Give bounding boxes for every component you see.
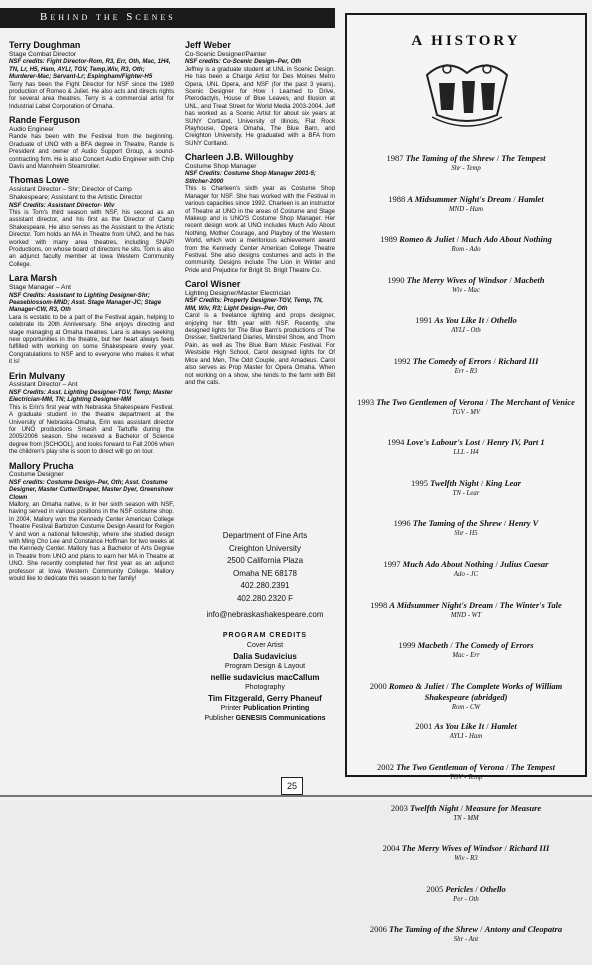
history-year: 2004 xyxy=(382,843,400,854)
bio-text: Rande has been with the Festival from the beginning. Graduate of UNO with a BFA degree in Theatre, Rande is President and owner of Audio Support Group, a sound-contracting firm. He is also Concert Audio Engineer with Chip Davis and Mannheim Steamroller. xyxy=(9,133,174,171)
history-play-2: Hamlet xyxy=(517,193,544,204)
bio-name: Carol Wisner xyxy=(185,279,241,290)
history-play-2: Much Ado About Nothing xyxy=(461,234,552,245)
bio-entry xyxy=(9,115,174,170)
history-separator: / xyxy=(493,599,500,610)
section-header xyxy=(0,8,335,28)
history-year: 2002 xyxy=(377,761,395,772)
contact-address: 2500 California Plaza xyxy=(226,556,304,565)
history-play-1: Much Ado About Nothing xyxy=(402,558,494,569)
history-play-2: Antony and Cleopatra xyxy=(484,924,563,935)
bio-credits: NSF credits: Costume Design–Per, Oth; Asst. Costume Designer, Master Cutter/Draper, Master Dyer, Greenshow Clown xyxy=(9,478,173,501)
history-line xyxy=(347,803,585,814)
history-abbreviation: Shr - H5 xyxy=(454,530,478,538)
history-panel xyxy=(345,13,587,944)
history-abbreviation: TGV - Temp xyxy=(449,773,483,781)
history-item xyxy=(347,234,585,275)
history-line xyxy=(347,843,585,854)
bio-credits: NSF Credits: Asst. Lighting Designer-TGV, Temp; Master Electrician-MM, TN; Lighting Designer-MM xyxy=(9,388,173,404)
bio-role: Stage Manager – Ant xyxy=(9,283,71,291)
history-play-2: King Lear xyxy=(485,477,521,488)
bio-role: Assistant Director – Ant xyxy=(9,381,78,389)
history-play-1: A Midsummer Night's Dream xyxy=(389,599,494,610)
history-item xyxy=(347,518,585,559)
history-play-2: The Winter's Tale xyxy=(499,599,562,610)
history-item xyxy=(347,721,585,762)
history-play-1: The Taming of the Shrew xyxy=(412,518,502,529)
history-play-1: Twelfth Night xyxy=(430,477,479,488)
history-line xyxy=(347,356,585,367)
history-play-1: Twelfth Night xyxy=(409,802,459,813)
history-item xyxy=(347,681,585,722)
bio-entry xyxy=(9,461,174,583)
bio-name: Charleen J.B. Willoughby xyxy=(185,152,294,163)
publisher-name: GENESIS Communications xyxy=(235,714,326,722)
history-abbreviation: Per - Oth xyxy=(453,895,479,903)
history-year: 1993 xyxy=(357,396,375,407)
history-separator: / xyxy=(491,355,498,366)
history-line xyxy=(347,234,585,245)
history-year: 2006 xyxy=(369,924,387,935)
history-play-2: The Comedy of Errors xyxy=(454,640,534,651)
history-separator: / xyxy=(473,883,480,894)
history-play-2: Macbeth xyxy=(513,274,545,285)
history-play-1: Romeo & Juliet xyxy=(388,680,445,691)
history-line xyxy=(347,315,585,326)
history-year: 1996 xyxy=(393,518,411,529)
history-separator: / xyxy=(504,761,511,772)
history-year: 1989 xyxy=(380,234,398,245)
history-abbreviation: Ado - JC xyxy=(453,570,479,578)
history-item xyxy=(347,153,585,194)
history-play-1: Macbeth xyxy=(417,640,449,651)
history-item xyxy=(347,924,585,965)
history-separator: / xyxy=(494,153,502,163)
history-year: 2005 xyxy=(426,883,444,894)
history-year: 1987 xyxy=(386,153,404,163)
history-separator: / xyxy=(493,558,501,569)
history-year: 2003 xyxy=(390,802,408,813)
bio-name: Erin Mulvany xyxy=(9,370,66,381)
history-play-2: Henry IV, Part 1 xyxy=(486,437,545,448)
page-number: 25 xyxy=(281,777,303,795)
history-title: A HISTORY xyxy=(411,33,521,49)
history-play-1: A Midsummer Night's Dream xyxy=(407,193,512,204)
history-separator: / xyxy=(483,396,491,407)
history-play-1: The Merry Wives of Windsor xyxy=(401,843,503,854)
bio-credits: NSF credits: Co-Scenic Design–Per, Oth xyxy=(185,58,302,66)
bio-entry xyxy=(185,279,335,386)
history-item xyxy=(347,478,585,519)
bio-name: Mallory Prucha xyxy=(9,460,74,471)
history-play-2: The Tempest xyxy=(501,153,546,163)
bio-credits: NSF credits: Fight Director-Rom, R3, Err, Oth, Mac, 1H4, TN, Lr, H5, Ham, AYLI, TGV, Temp,Wiv, R3, Oth; Murderer-Mac; Servant-Lr; Espingham/Fighter-H5 xyxy=(9,58,171,81)
bio-entry xyxy=(185,40,335,147)
bio-name: Thomas Lowe xyxy=(9,175,70,186)
history-separator: / xyxy=(448,640,455,651)
history-play-2: Julius Caesar xyxy=(500,558,549,569)
history-line xyxy=(347,681,585,703)
history-year: 2000 xyxy=(369,680,387,691)
bio-text: This is Tom's third season with NSF, his second as an assistant director, and his first as the Director of Camp Shakespeare. He also serves as the Assistant to the Artistic Director. Tom holds an MA in Theatre from UNO, and he has worked with many area theatres, including SNAP! Productions, on whose board of directors he sits. Tom is also an adjunct faculty member at Iowa Western Community College. xyxy=(9,208,174,268)
bio-role: Costume Shop Manager xyxy=(185,162,257,170)
history-abbreviation: MND - Ham xyxy=(449,205,483,213)
history-separator: / xyxy=(480,437,487,448)
history-separator: / xyxy=(511,193,518,204)
program-credits xyxy=(195,630,335,724)
history-item xyxy=(347,600,585,641)
history-abbreviation: Rom - Ado xyxy=(451,246,481,254)
history-play-1: Pericles xyxy=(445,883,474,894)
printer-name: Publication Printing xyxy=(243,704,310,712)
contact-city: Omaha NE 68178 xyxy=(232,568,298,578)
history-play-1: The Merry Wives of Windsor xyxy=(406,274,508,285)
history-play-2: The Complete Works of William Shakespeare (abridged) xyxy=(424,680,563,702)
history-abbreviation: AYLI - Oth xyxy=(451,327,481,335)
history-line xyxy=(347,194,585,205)
photography-role: Photography xyxy=(245,683,285,691)
contact-fax: 402.280.2320 F xyxy=(236,593,294,603)
history-play-2: Othello xyxy=(479,883,506,894)
history-play-1: Love's Labour's Lost xyxy=(406,437,481,448)
program-credits-heading: PROGRAM CREDITS xyxy=(222,631,308,639)
history-abbreviation: Wiv - Mac xyxy=(452,286,480,294)
bio-role: Assistant Director – Shr; Director of Camp Shakespeare; Assistant to the Artistic Director xyxy=(9,185,143,201)
bio-credits: NSF Credits: Property Designer-TGV, Temp, TN, MM, Wiv, R3; Light Design–Per, Oth xyxy=(185,297,324,312)
history-year: 2001 xyxy=(415,721,433,732)
history-item xyxy=(347,559,585,600)
history-separator: / xyxy=(477,924,485,935)
history-abbreviation: Wiv - R3 xyxy=(454,855,478,863)
history-item xyxy=(347,356,585,397)
history-abbreviation: Shr - Temp xyxy=(451,165,481,172)
history-line xyxy=(347,559,585,570)
history-year: 1995 xyxy=(411,477,428,488)
bio-text: Terry has been the Fight Director for NSF since the 1989 production of Romeo & Juliet. He also acts and directs rights for several area theatres. Terry is a commercial artist for Industrial Label Corporation of Omaha. xyxy=(9,80,174,110)
history-year: 1990 xyxy=(387,274,405,285)
publisher-line xyxy=(195,714,335,724)
history-abbreviation: TN - MM xyxy=(453,814,479,822)
contact-university: Creighton University xyxy=(228,543,302,553)
bio-credits: NSF Credits: Assistant Director- Wiv xyxy=(9,201,115,209)
history-separator: / xyxy=(444,680,451,691)
history-item xyxy=(347,640,585,681)
history-line xyxy=(347,478,585,489)
history-separator: / xyxy=(501,518,509,529)
history-item xyxy=(347,843,585,884)
history-line xyxy=(347,640,585,651)
bio-text: Carol is a freelance lighting and props designer, enjoying her fifth year with NSF. Recently, she designed lights for The Blue Barn's productions of The Dresser, Switzerland Diaries, Minstrel Show, and Thom Pain, as well as The Blue Barn Music Festival. For Westside High School, Carol designed lights for Of Mice and Men, The Odd Couple, and Amadeus. Carol also serves as Prop Master for Opera Omaha. When not working on a show, she tends to the farm with Bill and the cats. xyxy=(185,312,335,386)
bio-role: Lighting Designer/Master Electrician xyxy=(185,289,291,297)
history-separator: / xyxy=(484,315,491,326)
history-play-1: The Taming of the Shrew xyxy=(405,153,495,163)
history-separator: / xyxy=(454,234,462,245)
history-line xyxy=(347,721,585,732)
history-abbreviation: MND - WT xyxy=(450,611,482,619)
bio-text: This is Erin's first year with Nebraska Shakespeare Festival. A graduate student in the theatre department at the University of Nebraska-Omaha, Erin was assistant director for UNO productions Smash and Tartuffe during the 2005/2006 season. She received a Bachelor of Science degree from [SCHOOL], and looks forward to Fall 2006 when the children's play she is soon to direct will go on tour. xyxy=(9,403,174,456)
history-item xyxy=(347,275,585,316)
history-line xyxy=(347,397,585,408)
printer-role: Printer xyxy=(220,704,242,712)
festival-logo-icon xyxy=(417,55,517,130)
history-line xyxy=(347,762,585,773)
history-item xyxy=(347,194,585,235)
history-line xyxy=(347,275,585,286)
history-year: 1997 xyxy=(383,558,401,569)
history-abbreviation: AYLI - Ham xyxy=(449,733,483,741)
history-separator: / xyxy=(484,721,491,732)
history-line xyxy=(347,153,585,164)
bio-entry xyxy=(185,152,335,274)
design-layout-role: Program Design & Layout xyxy=(224,662,306,670)
bio-text: Mallory, an Omaha native, is in her sixth season with NSF, having served in various positions in the NSF costume shop. In 2004, Mallory won the Kennedy Center American College Theatre Festival Barbizon Costume Design Award for Region V and won a national fellowship, where she studied design with Ming Cho Lee and Constance Hoffman for two weeks at the Kennedy Center. Mallory has a Bachelor of Arts Degree in Theatre from UNO and plans to earn her MA in Theatre at UNO. She recently completed her first year as an adjunct professor at Iowa Western Community College. Mallory would like to dedicate this season to her family! xyxy=(9,501,174,583)
photography-name: Tim Fitzgerald, Gerry Phaneuf xyxy=(208,693,322,703)
history-play-1: The Two Gentlemen of Verona xyxy=(376,396,484,407)
history-line xyxy=(347,884,585,895)
bio-name: Jeff Weber xyxy=(185,40,231,50)
history-abbreviation: LLL - H4 xyxy=(453,449,479,457)
history-separator: / xyxy=(458,802,466,813)
history-item xyxy=(347,884,585,925)
history-abbreviation: Shr - Ant xyxy=(453,936,479,944)
history-item xyxy=(347,803,585,844)
history-play-2: Othello xyxy=(490,315,517,326)
cover-artist-name: Dalia Sudavicius xyxy=(233,651,297,661)
publisher-role: Publisher xyxy=(204,714,234,722)
contact-block xyxy=(195,530,335,724)
history-play-1: As You Like It xyxy=(434,721,485,732)
history-year: 1999 xyxy=(398,640,416,651)
bio-entry xyxy=(9,40,174,110)
history-list xyxy=(347,153,585,965)
history-play-1: The Taming of the Shrew xyxy=(389,924,478,935)
history-year: 1988 xyxy=(388,193,406,204)
history-year: 1992 xyxy=(393,355,411,366)
history-play-2: The Tempest xyxy=(510,761,555,772)
contact-email[interactable]: info@nebraskashakespeare.com xyxy=(206,610,324,619)
bio-name: Terry Doughman xyxy=(9,40,81,50)
bio-text: Jeffrey is a graduate student at UNL in Scenic Design. He has been a Charge Artist for Des Moines Metro Opera, UNL Opera, and NSF (for the past 3 years), Scenic Designer for How I Learned to Drive, Pterodactyls, House of Blue Leaves, and Illusion at UNL, and Treat Street for World Media 2003-2004. Jeff has worked as a Scenic Artist for about six years at SUNY Cortland, University of Illinois, Flat Rock Playhouse, Opera Omaha, The Blue Barn, and Creighton University. He graduated with a BFA from SUNY Cortland. xyxy=(185,65,335,147)
history-line xyxy=(347,600,585,611)
bio-column-middle xyxy=(185,40,335,391)
bio-entry xyxy=(9,175,174,268)
history-play-2: Richard III xyxy=(497,355,539,366)
history-play-1: The Two Gentleman of Verona xyxy=(396,761,504,772)
history-abbreviation: Mac - Err xyxy=(452,652,480,660)
bio-role: Audio Engineer xyxy=(9,125,55,133)
history-item xyxy=(347,397,585,438)
bio-name: Rande Ferguson xyxy=(9,115,81,126)
history-play-2: Measure for Measure xyxy=(465,802,542,813)
bio-text: This is Charleen's sixth year as Costume Shop Manager for NSF. She has worked with the Festival in various capacities since 1992. Charleen is an instructor of Theatre at UNO in the areas of Costume and Stage Makeup and is UNO'S Costume Shop Manager. Her recent design work at UNO includes Much Ado About Nothing, Mother Courage, and Playboy of the Western World, which won a meritorious achievement award from the Kennedy Center American College Theatre Festival. She also designs costumes and acts in the community. Designs include The Lion in Winter and Pride and Prejudice for Brigit St. Brigit Theatre Co. xyxy=(185,185,335,274)
history-year: 1998 xyxy=(370,599,388,610)
history-abbreviation: Err - R3 xyxy=(454,367,478,375)
history-play-1: As You Like It xyxy=(434,315,485,326)
bio-credits: NSF Credits: Costume Shop Manager 2001-5; Stitcher-2000 xyxy=(185,170,317,185)
section-title: Behind the Scenes xyxy=(40,11,176,23)
history-play-2: Henry V xyxy=(508,518,539,529)
history-abbreviation: TN - Lear xyxy=(452,489,480,497)
history-line xyxy=(347,437,585,448)
printer-line xyxy=(195,704,335,714)
history-abbreviation: TGV - MV xyxy=(451,408,481,416)
bio-text: Lara is ecstatic to be a part of the Festival again, helping to celebrate its 20th Anniversary. She enjoys directing and stage managing at Omaha theatres. Lara is always seeking new opportunities in the theatre, but her heart always feels fulfilled with working on some Shakespeare every year. Congratulations to NSF and to everyone who makes it what it is! xyxy=(9,313,174,366)
history-item xyxy=(347,315,585,356)
history-play-2: Hamlet xyxy=(490,721,517,732)
bio-credits: NSF Credits: Assistant to Lighting Designer-Shr; Peaseblossom-MND; Asst. Stage Manager-JC; Stage Manager-CW, R3, Oth xyxy=(9,291,162,314)
history-line xyxy=(347,518,585,529)
history-year: 1991 xyxy=(415,315,433,326)
history-item xyxy=(347,437,585,478)
history-year: 1994 xyxy=(387,437,405,448)
history-separator: / xyxy=(502,843,509,854)
contact-department: Department of Fine Arts xyxy=(222,531,308,540)
design-layout-name: nellie sudavicius macCallum xyxy=(210,672,320,682)
history-separator: / xyxy=(478,477,486,488)
bio-entry xyxy=(9,371,174,456)
history-separator: / xyxy=(507,274,514,285)
history-line xyxy=(347,924,585,935)
bottom-rule xyxy=(0,795,592,797)
history-play-1: Romeo & Juliet xyxy=(399,234,455,245)
cover-artist-role: Cover Artist xyxy=(246,641,284,649)
bio-role: Co-Scenic Designer/Painter xyxy=(185,50,267,58)
history-play-2: Richard III xyxy=(508,843,550,854)
bio-role: Stage Combat Director xyxy=(9,50,77,58)
contact-phone: 402.280.2391 xyxy=(240,581,290,590)
history-abbreviation: Rom - CW xyxy=(451,703,481,711)
bio-entry xyxy=(9,273,174,365)
bio-role: Costume Designer xyxy=(9,471,64,479)
bio-column-left xyxy=(9,40,174,588)
history-play-1: The Comedy of Errors xyxy=(412,355,492,366)
bio-name: Lara Marsh xyxy=(9,273,58,284)
history-play-2: The Merchant of Venice xyxy=(490,396,575,407)
